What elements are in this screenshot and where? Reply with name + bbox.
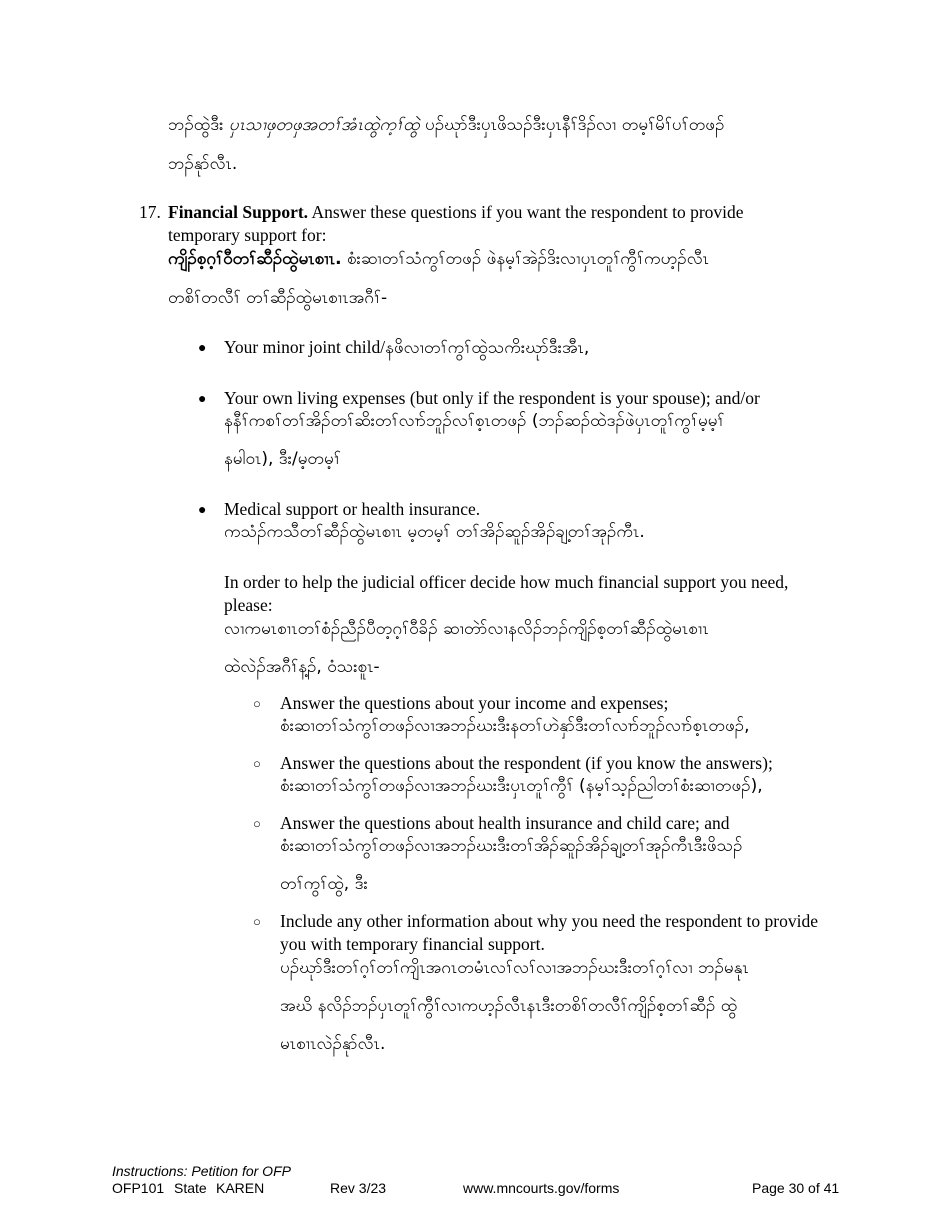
help-en-2: please: <box>224 595 273 615</box>
bullet-1-kr: နဖိလၢတၢ်ကွၢ်ထွဲသကိးဃုာ်ဒီးအီၤ, <box>385 338 590 358</box>
bullet-1-marker: ● <box>198 341 207 356</box>
footer-doc-title: Instructions: Petition for OFP <box>112 1163 291 1179</box>
section-body-en-1: Answer these questions if you want the respondent to provide <box>311 202 744 222</box>
section-body-kr-2: တစိၢ်တလီၢ် တၢ်ဆီၣ်ထွဲမၤစၢၤအဂီၢ်- <box>168 288 388 308</box>
bullet-1-en: Your minor joint child/ <box>224 337 386 357</box>
footer-url[interactable]: www.mncourts.gov/forms <box>463 1180 620 1196</box>
bullet-3-marker: ● <box>198 503 207 518</box>
intro-line-2: ဘၣ်နုာ်လီၤ. <box>168 154 238 174</box>
sub-item-3-kr-2: တၢ်ကွၢ်ထွဲ, ဒီး <box>280 874 368 894</box>
section-heading-en <box>168 201 744 223</box>
bullet-2-kr-2: နမါဝၤ), ဒီး/မ့တမ့ၢ် <box>224 449 341 469</box>
section-title-kr: ကျိၣ်စ့ဂ့ၢ်ဝီတၢ်ဆီၣ်ထွဲမၤစၢၤ. <box>168 249 342 269</box>
help-en-1: In order to help the judicial officer decide how much financial support you need, <box>224 572 789 592</box>
sub-item-3-kr-1: စံးဆၢတၢ်သံကွၢ်တဖၣ်လၢအဘၣ်ဃးဒီးတၢ်အိၣ်ဆူၣ်အိၣ်ချ့တၢ်အုၣ်ကီၤဒီးဖိသၣ် <box>280 836 743 856</box>
footer-page-number: Page 30 of 41 <box>752 1180 840 1196</box>
footer-revision: Rev 3/23 <box>330 1180 387 1196</box>
footer-state: State <box>174 1180 207 1196</box>
bullet-1 <box>224 336 589 359</box>
sub-item-2-en: Answer the questions about the respondent (if you know the answers); <box>280 753 773 773</box>
section-body-en-2: temporary support for: <box>168 225 327 245</box>
help-kr-2: ထဲလဲၣ်အဂီၢ်န့ၣ်, ဝံသးစူၤ- <box>224 657 380 677</box>
section-heading-kr <box>168 248 709 270</box>
footer-language: KAREN <box>216 1180 265 1196</box>
bullet-2-marker: ● <box>198 392 207 407</box>
intro-line-1-post: ပၣ်ဃုာ်ဒီးပှၤဖိသၣ်ဒီးပှၤနီၢ်ဒိၣ်လၢ တမ့ၢ်မိၢ်ပၢ်တဖၣ် <box>425 115 725 135</box>
section-title-en: Financial Support. <box>168 202 309 222</box>
sub-item-4-en-2: you with temporary financial support. <box>280 934 545 954</box>
sub-item-4-en-1: Include any other information about why you need the respondent to provide <box>280 911 818 931</box>
sub-item-4-kr-1: ပၣ်ဃုာ်ဒီးတၢ်ဂ့ၢ်တၢ်ကျိၤအဂၤတမံၤလၢ်လၢ်လၢအဘၣ်ဃးဒီးတၢ်ဂ့ၢ်လၢ ဘၣ်မနုၤ <box>280 958 749 978</box>
section-body-kr-1: စံးဆၢတၢ်သံကွၢ်တဖၣ် ဖဲနမ့ၢ်အဲၣ်ဒိးလၢပှၤတူၢ်ကွီၢ်ကဟ့ၣ်လီၤ <box>346 249 710 269</box>
sub-item-3-marker: ○ <box>253 816 261 831</box>
sub-item-4-marker: ○ <box>253 914 261 929</box>
bullet-3-en: Medical support or health insurance. <box>224 499 481 519</box>
intro-line-1 <box>168 114 724 136</box>
sub-item-1-kr: စံးဆၢတၢ်သံကွၢ်တဖၣ်လၢအဘၣ်ဃးဒီးနတၢ်ဟဲနှာ်ဒီးတၢ်လၢာ်ဘူၣ်လၢာ်စ့ၤတဖၣ်, <box>280 716 750 736</box>
intro-line-1-italic: ပှၤသၢဖှတဖှအတၢ်အံၤထွဲက့ၢ်ထွဲ <box>228 115 420 135</box>
bullet-2-kr-1: နနီၢ်ကစၢ်တၢ်အိၣ်တၢ်ဆိးတၢ်လၢာ်ဘူၣ်လၢ်စ့ၤတဖၣ် (ဘၣ်ဆၣ်ထဲဒၣ်ဖဲပှၤတူၢ်ကွၢ်မ့မ့ၢ် <box>224 411 725 431</box>
footer-form-code: OFP101 <box>112 1180 165 1196</box>
bullet-3-kr-1: ကသံၣ်ကသီတၢ်ဆီၣ်ထွဲမၤစၢၤ မ့တမ့ၢ် တၢ်အိၣ်ဆူၣ်အိၣ်ချ့တၢ်အုၣ်ကီၤ. <box>224 522 645 542</box>
bullet-2-en: Your own living expenses (but only if the respondent is your spouse); and/or <box>224 388 760 408</box>
help-kr-1: လၢကမၤစၢၤတၢ်စံၣ်ညီၣ်ပီတ့ဂ့ၢ်ဝီခိၣ် ဆၢတဲာ်လၢနလိၣ်ဘၣ်ကျိၣ်စ့တၢ်ဆီၣ်ထွဲမၤစၢၤ <box>224 619 709 639</box>
sub-item-2-marker: ○ <box>253 756 261 771</box>
sub-item-4-kr-3: မၤစၢၤလဲၣ်နုာ်လီၤ. <box>280 1034 386 1054</box>
intro-line-1-pre: ဘၣ်ထွဲဒီး <box>168 115 224 135</box>
sub-item-3-en: Answer the questions about health insurance and child care; and <box>280 813 730 833</box>
sub-item-4-kr-2: အဃိ နလိၣ်ဘၣ်ပှၤတူၢ်ကွီၢ်လၢကဟ့ၣ်လီၤနၤဒီးတစိၢ်တလီၢ်ကျိၣ်စ့တၢ်ဆီၣ် ထွဲ <box>280 996 738 1016</box>
sub-item-1-marker: ○ <box>253 696 261 711</box>
sub-item-1-en: Answer the questions about your income and expenses; <box>280 693 669 713</box>
sub-item-2-kr: စံးဆၢတၢ်သံကွၢ်တဖၣ်လၢအဘၣ်ဃးဒီးပှၤတူၢ်ကွီၢ် (နမ့ၢ်သ့ၣ်ညါတၢ်စံးဆၢတဖၣ်), <box>280 776 763 796</box>
section-number: 17. <box>139 202 161 222</box>
